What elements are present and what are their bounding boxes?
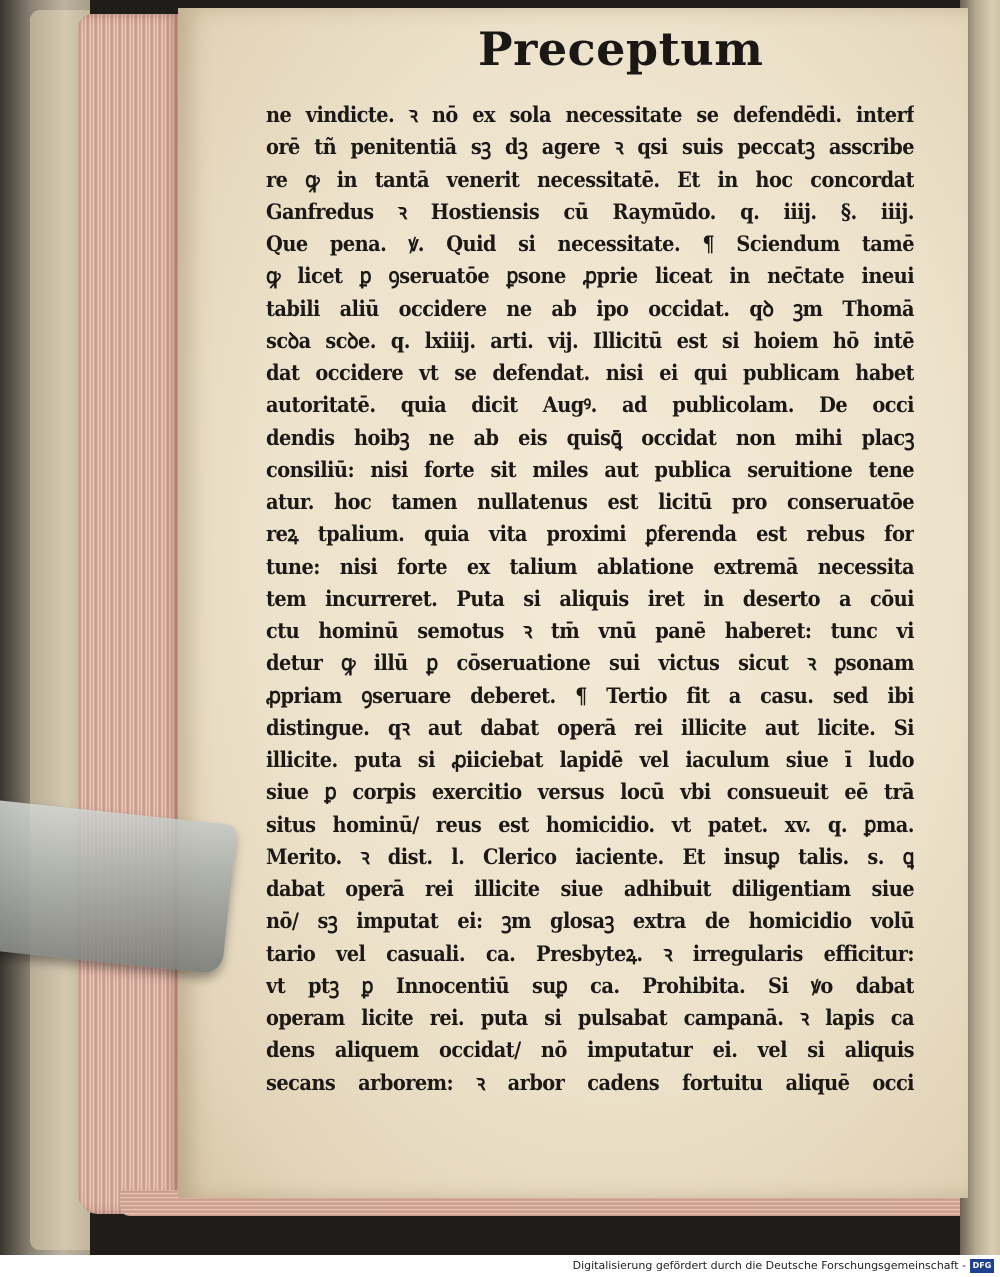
text-line: situs hominū/ reus est homicidio. vt patet. xv. q. ꝑma. bbox=[266, 812, 914, 838]
text-line: reꝝ tpalium. quia vita proximi ꝑferenda est rebus for bbox=[266, 522, 914, 548]
text-line: orē tñ penitentiā sꝫ dꝫ agere ꝛ qsi suis peccatꝫ asscribe bbox=[266, 135, 914, 161]
text-line: tario vel casuali. ca. Presbyteꝝ. ꝛ irregularis efficitur: bbox=[266, 941, 914, 967]
text-line: autoritatē. quia dicit Augꝰ. ad publicolam. De occi bbox=[266, 393, 914, 419]
text-line: Ganfredus ꝛ Hostiensis cū Raymūdo. q. iiij. §. iiij. bbox=[266, 199, 914, 225]
text-line: secans arborem: ꝛ arbor cadens fortuitu aliquē occi bbox=[266, 1070, 914, 1096]
text-line: vt ptꝫ ꝑ Innocentiū suꝑ ca. Prohibita. Si ꝟo dabat bbox=[266, 973, 914, 999]
text-line: scꝺa scꝺe. q. lxiiij. arti. vij. Illicitū est si hoiem hō intē bbox=[266, 328, 914, 354]
text-line: ne vindicte. ꝛ nō ex sola necessitate se defendēdi. interf bbox=[266, 103, 914, 128]
text-line: consiliū: nisi forte sit miles aut publica seruitione tene bbox=[266, 457, 914, 483]
text-line: Que pena. ꝟ. Quid si necessitate. ¶ Sciendum tamē bbox=[266, 232, 914, 257]
text-line: distingue. qꝛ aut dabat operā rei illicite aut licite. Si bbox=[266, 715, 914, 741]
text-block bbox=[266, 100, 914, 1100]
text-line: re ꝙ in tantā venerit necessitatē. Et in hoc concordat bbox=[266, 167, 914, 193]
text-line: dens aliquem occidat/ nō imputatur ei. vel si aliquis bbox=[266, 1038, 914, 1064]
text-line: ctu hominū semotus ꝛ tm̄ vnū panē haberet: tunc vi bbox=[266, 619, 914, 644]
running-head: Preceptum bbox=[478, 22, 764, 76]
text-line: dabat operā rei illicite siue adhibuit diligentiam siue bbox=[266, 877, 914, 902]
page-holder-clip bbox=[0, 799, 237, 974]
text-line: Merito. ꝛ dist. l. Clerico iaciente. Et insuꝑ talis. s. ꝗ bbox=[266, 844, 914, 870]
page-edges bbox=[78, 14, 182, 1214]
text-line: operam licite rei. puta si pulsabat campanā. ꝛ lapis ca bbox=[266, 1006, 914, 1031]
dfg-logo: DFG bbox=[970, 1259, 994, 1273]
text-line: dat occidere vt se defendat. nisi ei qui publicam habet bbox=[266, 361, 914, 386]
footer-credit: Digitalisierung gefördert durch die Deutsche Forschungsgemeinschaft - bbox=[572, 1259, 966, 1272]
text-line: siue ꝑ corpis exercitio versus locū vbi consueuit eē trā bbox=[266, 780, 914, 806]
text-line: illicite. puta si ꝓiiciebat lapidē vel iaculum siue ī ludo bbox=[266, 748, 914, 773]
text-line: dendis hoibꝫ ne ab eis quisꝗ̄ occidat non mihi placꝫ bbox=[266, 425, 914, 451]
text-line: atur. hoc tamen nullatenus est licitū pro conseruatōe bbox=[266, 490, 914, 515]
text-line: nō/ sꝫ imputat ei: ꝫm glosaꝫ extra de homicidio volū bbox=[266, 909, 914, 935]
text-line: tune: nisi forte ex talium ablatione extremā necessita bbox=[266, 554, 914, 580]
text-line: detur ꝙ illū ꝑ cōseruatione sui victus sicut ꝛ ꝑsonam bbox=[266, 651, 914, 677]
text-line: ꝙ licet ꝑ ꝯseruatōe ꝑsone ꝓprie liceat in nec̄tate ineui bbox=[266, 264, 914, 290]
text-line: tem incurreret. Puta si aliquis iret in deserto a cōui bbox=[266, 586, 914, 612]
text-line: ꝓpriam ꝯseruare deberet. ¶ Tertio fit a casu. sed ibi bbox=[266, 683, 914, 709]
text-line: tabili aliū occidere ne ab ipo occidat. qꝺ ꝫm Thomā bbox=[266, 296, 914, 322]
footer-bar bbox=[0, 1255, 1000, 1277]
